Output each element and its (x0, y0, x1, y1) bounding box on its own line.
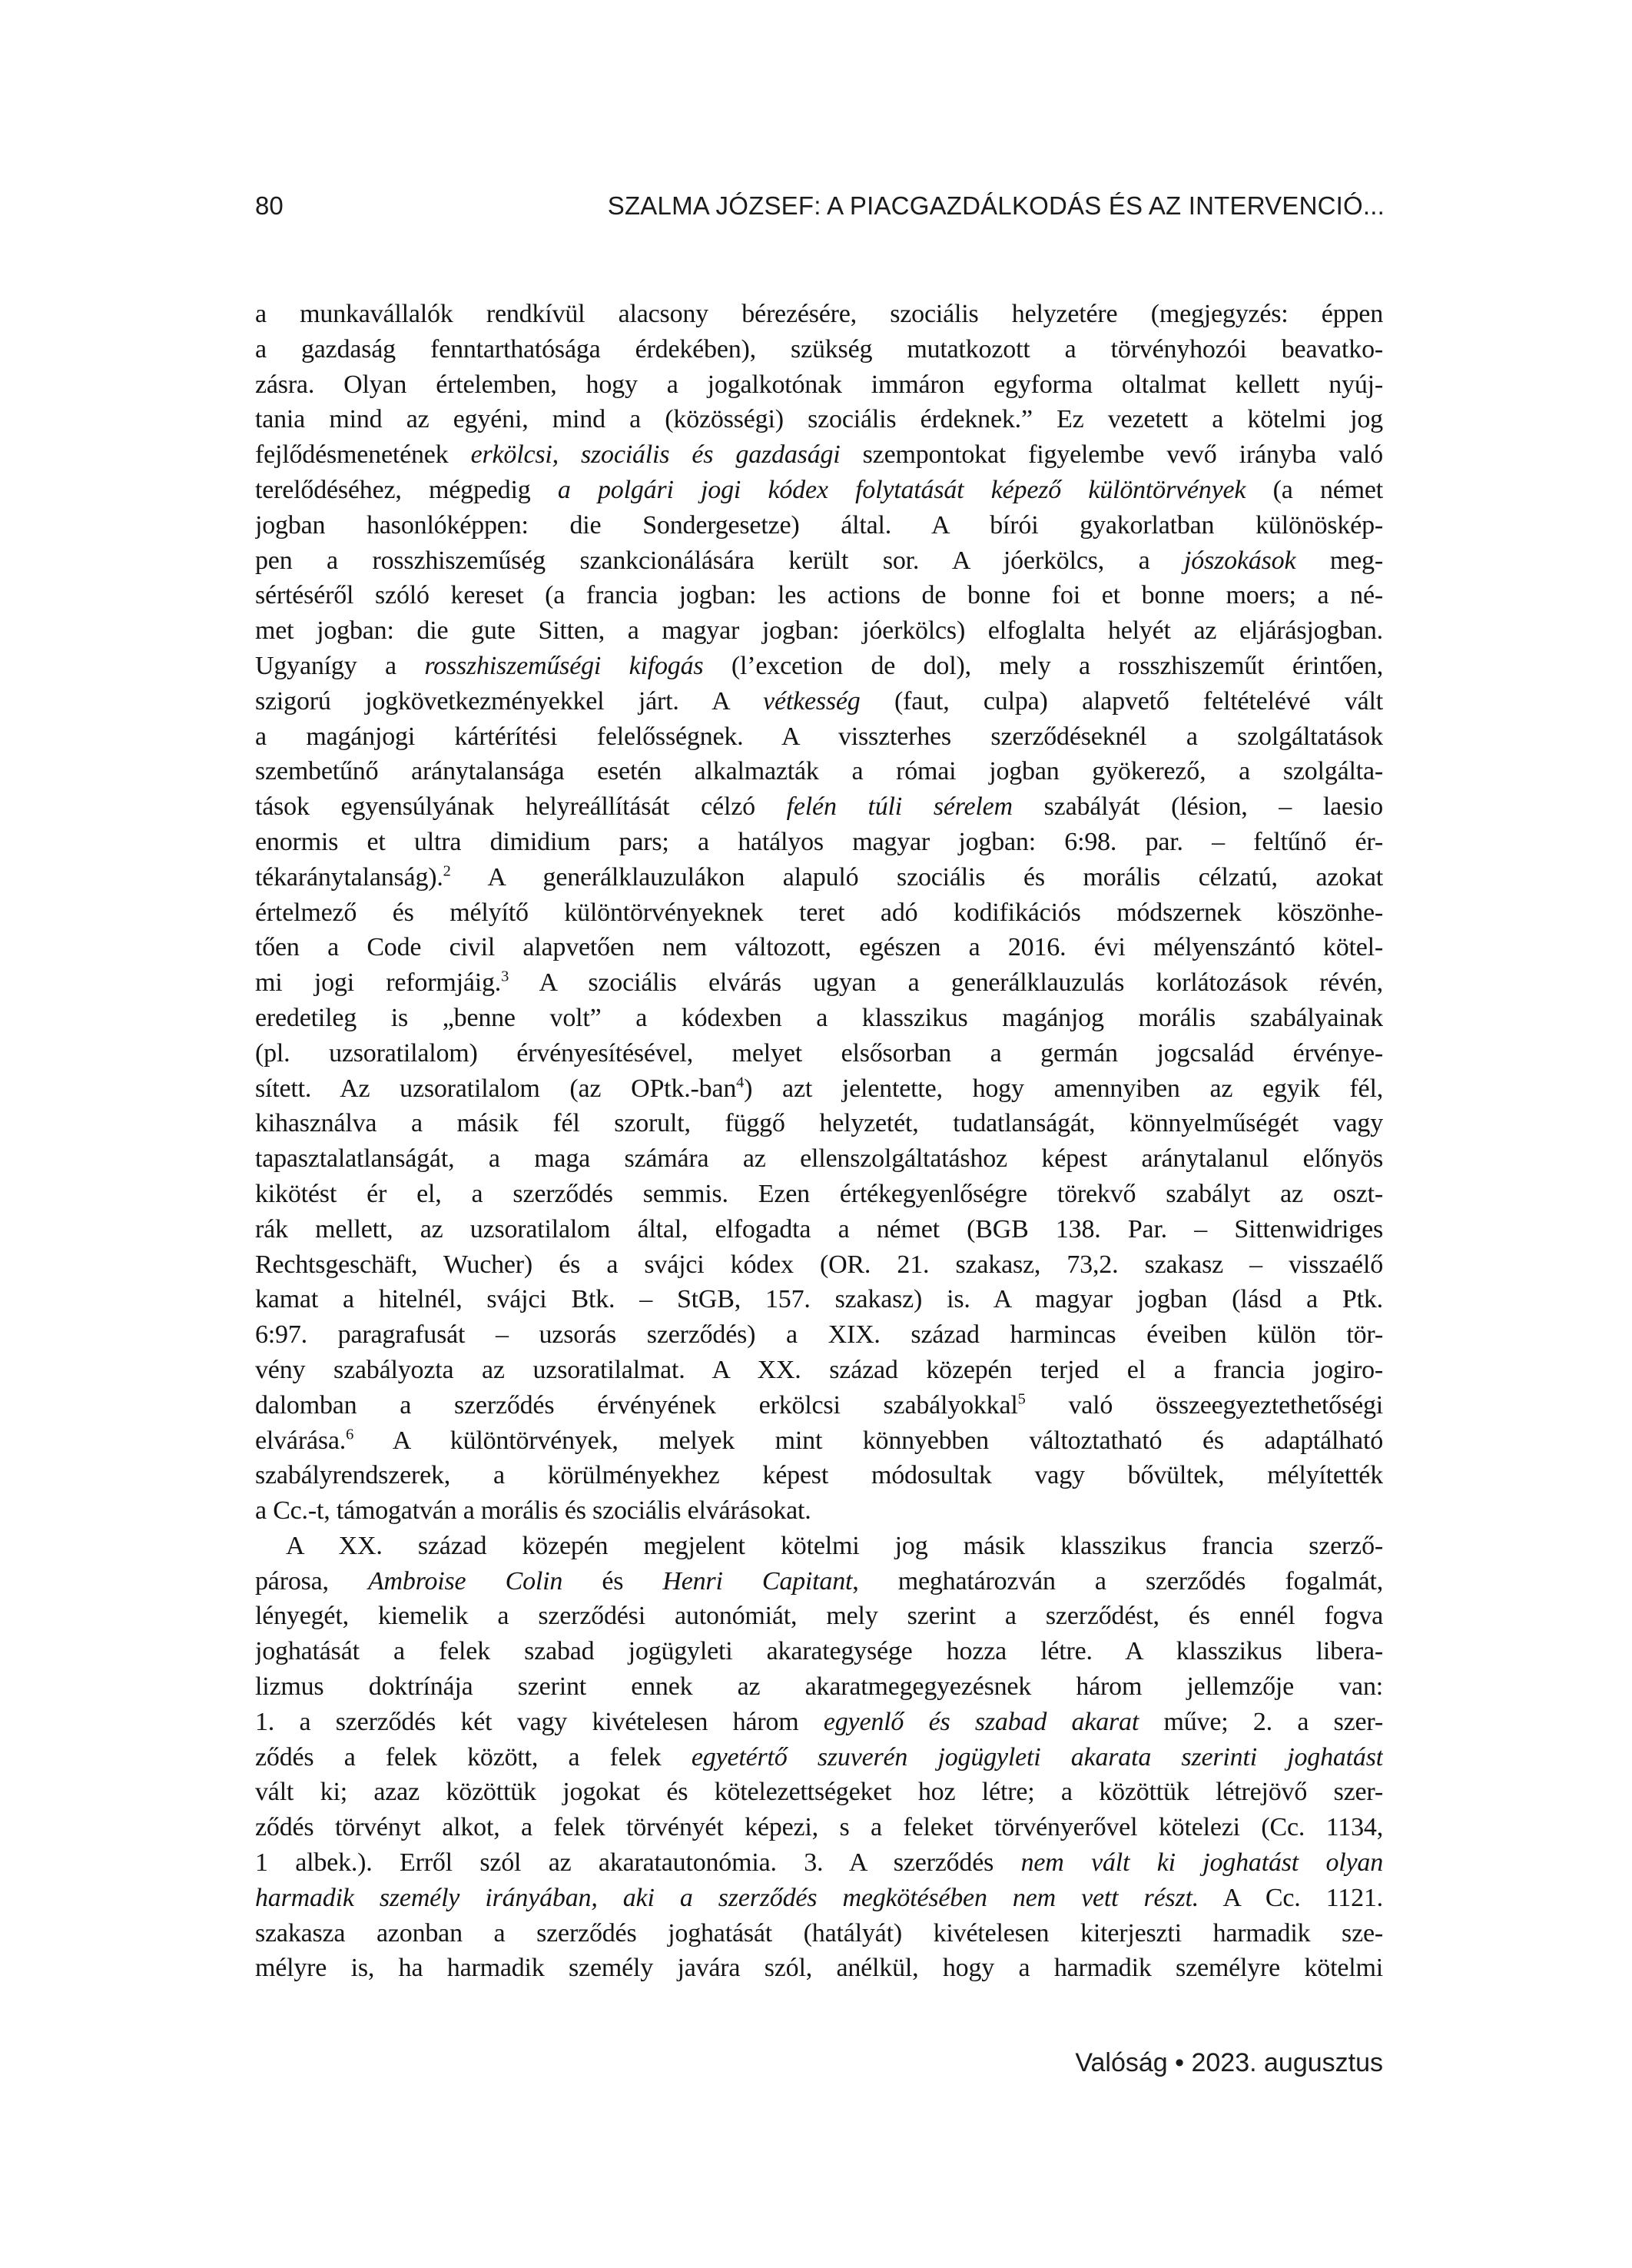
text-line: tania mind az egyéni, mind a (közösségi) szociális érdeknek.” Ez vezetett a kötelmi jog (255, 405, 1383, 434)
page-number: 80 (255, 191, 284, 220)
text-line: a gazdaság fenntarthatósága érdekében), szükség mutatkozott a törvényhozói beavatko- (255, 334, 1383, 364)
text-line: tően a Code civil alapvetően nem változott, egészen a 2016. évi mélyenszántó kötel- (255, 933, 1383, 962)
text-line: szakasza azonban a szerződés joghatását (hatályát) kivételesen kiterjeszti harmadik sze- (255, 1918, 1383, 1948)
text-line: harmadik személy irányában, aki a szerződés megkötésében nem vett részt. A Cc. 1121. (255, 1883, 1383, 1912)
text-line: joghatását a felek szabad jogügyleti akarategysége hozza létre. A klasszikus libera- (255, 1637, 1383, 1666)
text-line: jogban hasonlóképpen: die Sondergesetze) által. A bírói gyakorlatban különöskép- (255, 510, 1383, 540)
text-line: tapasztalatlanságát, a maga számára az ellenszolgáltatáshoz képest aránytalanul előnyös (255, 1144, 1383, 1174)
text-line: kihasználva a másik fél szorult, függő helyzetét, tudatlanságát, könnyelműségét vagy (255, 1109, 1383, 1138)
text-line: 6:97. paragrafusát – uzsorás szerződés) a XIX. század harmincas éveiben külön tör- (255, 1320, 1383, 1350)
running-title: SZALMA JÓZSEF: A PIACGAZDÁLKODÁS ÉS AZ INTERVENCIÓ... (607, 191, 1385, 220)
text-line: sített. Az uzsoratilalom (az OPtk.-ban$^4$) azt jelentette, hogy amennyiben az egyik fél, (255, 1074, 1383, 1103)
text-line: a Cc.-t, támogatván a morális és szociális elvárásokat. (255, 1496, 811, 1526)
text-line: lényegét, kiemelik a szerződési autonómiát, mely szerint a szerződést, és ennél fogva (255, 1602, 1383, 1631)
text-line: 1. a szerződés két vagy kivételesen három egyenlő és szabad akarat műve; 2. a szer- (255, 1707, 1383, 1736)
text-line: ződés törvényt alkot, a felek törvényét képezi, s a feleket törvényerővel kötelezi (Cc. 1134, (255, 1813, 1383, 1842)
text-line: zásra. Olyan értelemben, hogy a jogalkotónak immáron egyforma oltalmat kellett nyúj- (255, 370, 1383, 399)
text-line: met jogban: die gute Sitten, a magyar jogban: jóerkölcs) elfoglalta helyét az eljárásjogban. (255, 616, 1383, 646)
text-line: kamat a hitelnél, svájci Btk. – StGB, 157. szakasz) is. A magyar jogban (lásd a Ptk. (255, 1285, 1383, 1314)
text-line: szabályrendszerek, a körülményekhez képest módosultak vagy bővültek, mélyítették (255, 1461, 1383, 1490)
text-line: szigorú jogkövetkezményekkel járt. A vétkesség (faut, culpa) alapvető feltételévé vált (255, 686, 1383, 716)
text-line: Rechtsgeschäft, Wucher) és a svájci kódex (OR. 21. szakasz, 73,2. szakasz – visszaélő (255, 1250, 1383, 1279)
text-line: a munkavállalók rendkívül alacsony bérezésére, szociális helyzetére (megjegyzés: éppen (255, 300, 1383, 328)
text-line: mi jogi reformjáig.$^3$ A szociális elvárás ugyan a generálklauzulás korlátozások révén, (255, 968, 1383, 998)
text-line: 1 albek.). Erről szól az akaratautonómia. 3. A szerződés nem vált ki joghatást olyan (255, 1848, 1383, 1878)
text-line: tások egyensúlyának helyreállítását célzó felén túli sérelem szabályát (lésion, – laesio (255, 792, 1383, 822)
text-line: eredetileg is „benne volt” a kódexben a klasszikus magánjog morális szabályainak (255, 1003, 1383, 1032)
text-line: A XX. század közepén megjelent kötelmi jog másik klasszikus francia szerző- (286, 1531, 1383, 1560)
text-line: pen a rosszhiszeműség szankcionálására került sor. A jóerkölcs, a jószokások meg- (255, 546, 1383, 575)
text-line: vény szabályozta az uzsoratilalmat. A XX. század közepén terjed el a francia jogiro- (255, 1355, 1383, 1384)
text-line: fejlődésmenetének erkölcsi, szociális és gazdasági szempontokat figyelembe vevő irányba való (255, 440, 1383, 470)
text-line: mélyre is, ha harmadik személy javára szól, anélkül, hogy a harmadik személyre kötelmi (255, 1954, 1383, 1983)
text-line: elvárása.$^6$ A különtörvények, melyek mint könnyebben változtatható és adaptálható (255, 1426, 1383, 1455)
text-line: vált ki; azaz közöttük jogokat és kötelezettségeket hoz létre; a közöttük létrejövő szer- (255, 1778, 1383, 1807)
text-line: enormis et ultra dimidium pars; a hatályos magyar jogban: 6:98. par. – feltűnő ér- (255, 827, 1383, 856)
page-header (255, 191, 1385, 221)
text-line: (pl. uzsoratilalom) érvényesítésével, melyet elsősorban a germán jogcsalád érvénye- (255, 1038, 1383, 1068)
body-text (255, 297, 1383, 1986)
text-line: szembetűnő aránytalansága esetén alkalmazták a római jogban gyökerező, a szolgálta- (255, 757, 1383, 786)
text-line: ződés a felek között, a felek egyetértő szuverén jogügyleti akarata szerinti joghatást (255, 1742, 1383, 1772)
text-line: lizmus doktrínája szerint ennek az akaratmegegyezésnek három jellemzője van: (255, 1672, 1383, 1702)
text-line: értelmező és mélyítő különtörvényeknek teret adó kodifikációs módszernek köszönhe- (255, 898, 1383, 927)
text-line: rák mellett, az uzsoratilalom által, elfogadta a német (BGB 138. Par. – Sittenwidriges (255, 1214, 1383, 1244)
text-line: a magánjogi kártérítési felelősségnek. A visszterhes szerződéseknél a szolgáltatások (255, 722, 1383, 751)
text-line: sértéséről szóló kereset (a francia jogban: les actions de bonne foi et bonne moers; a né- (255, 581, 1383, 610)
text-line: dalomban a szerződés érvényének erkölcsi szabályokkal$^5$ való összeegyeztethetőségi (255, 1390, 1383, 1420)
text-line: kikötést ér el, a szerződés semmis. Ezen értékegyenlőségre törekvő szabályt az oszt- (255, 1179, 1383, 1208)
journal-issue-line: Valóság • 2023. augusztus (1075, 2048, 1383, 2077)
text-line: terelődéséhez, mégpedig a polgári jogi kódex folytatását képező különtörvények (a német (255, 475, 1383, 504)
text-line: párosa, Ambroise Colin és Henri Capitant, meghatározván a szerződés fogalmát, (255, 1566, 1383, 1596)
page-footer (1075, 2048, 1383, 2078)
text-line: tékaránytalanság).$^2$ A generálklauzulákon alapuló szociális és morális célzatú, azokat (255, 862, 1383, 892)
text-line: Ugyanígy a rosszhiszeműségi kifogás (l’excetion de dol), mely a rosszhiszeműt érintően, (255, 651, 1383, 680)
